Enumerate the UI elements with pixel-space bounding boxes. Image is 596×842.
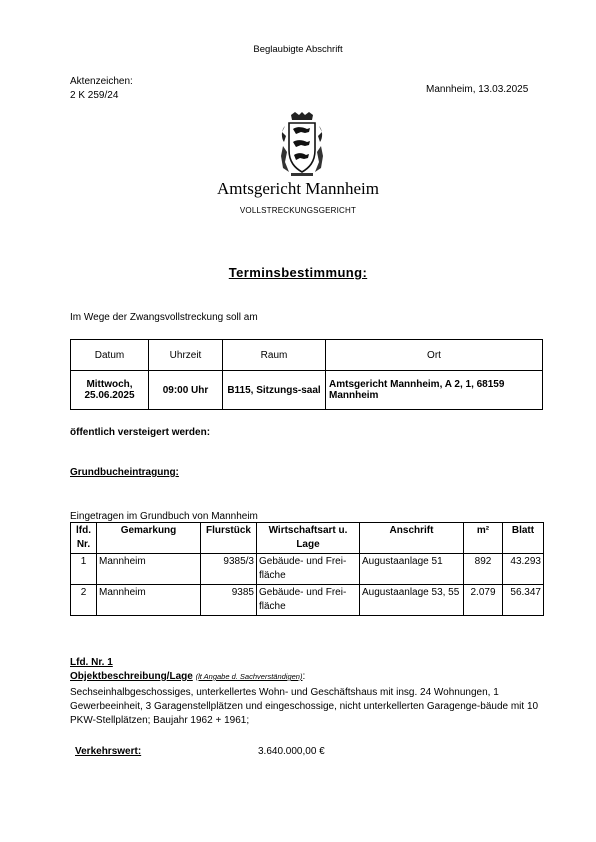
aktenzeichen-value: 2 K 259/24 bbox=[70, 90, 119, 101]
lfd-nr-heading: Lfd. Nr. 1 bbox=[70, 657, 113, 668]
table-row bbox=[71, 585, 544, 616]
header-lfd: lfd. Nr. bbox=[71, 523, 97, 554]
objekt-heading bbox=[70, 671, 305, 682]
termin-raum: B115, Sitzungs-saal bbox=[223, 371, 326, 410]
objekt-heading-label: Objektbeschreibung/Lage bbox=[70, 671, 193, 682]
termin-header-datum: Datum bbox=[71, 340, 149, 371]
intro-text: Im Wege der Zwangsvollstreckung soll am bbox=[70, 312, 258, 323]
cell-wirtschaftsart: Gebäude- und Frei-fläche bbox=[257, 554, 360, 585]
termin-ort: Amtsgericht Mannheim, A 2, 1, 68159 Mannheim bbox=[326, 371, 543, 410]
court-subtitle: VOLLSTRECKUNGSGERICHT bbox=[239, 206, 357, 215]
termin-value-row bbox=[71, 371, 543, 410]
header-wirtschaftsart: Wirtschaftsart u. Lage bbox=[257, 523, 360, 554]
cell-flurstueck: 9385 bbox=[201, 585, 257, 616]
header-gemarkung: Gemarkung bbox=[97, 523, 201, 554]
cell-lfd: 2 bbox=[71, 585, 97, 616]
objekt-heading-colon: : bbox=[302, 671, 306, 682]
termin-header-ort: Ort bbox=[326, 340, 543, 371]
termin-header-row bbox=[71, 340, 543, 371]
table-row bbox=[71, 554, 544, 585]
court-name: Amtsgericht Mannheim bbox=[217, 179, 379, 198]
cell-blatt: 56.347 bbox=[503, 585, 544, 616]
cell-blatt: 43.293 bbox=[503, 554, 544, 585]
auction-statement: öffentlich versteigert werden: bbox=[70, 427, 211, 438]
termin-header-raum: Raum bbox=[223, 340, 326, 371]
termin-header-uhrzeit: Uhrzeit bbox=[149, 340, 223, 371]
grundbuch-heading: Grundbucheintragung: bbox=[70, 467, 179, 478]
cell-m2: 2.079 bbox=[464, 585, 503, 616]
grundbuch-table bbox=[70, 522, 544, 616]
termin-datum: Mittwoch, 25.06.2025 bbox=[71, 371, 149, 410]
place-date: Mannheim, 13.03.2025 bbox=[426, 84, 529, 95]
cell-gemarkung: Mannheim bbox=[97, 585, 201, 616]
cell-flurstueck: 9385/3 bbox=[201, 554, 257, 585]
coat-of-arms-icon bbox=[279, 112, 325, 178]
grundbuch-header-row bbox=[71, 523, 544, 554]
aktenzeichen-label: Aktenzeichen: bbox=[70, 76, 133, 87]
verkehrswert-value: 3.640.000,00 € bbox=[258, 746, 325, 757]
document-header-title: Beglaubigte Abschrift bbox=[253, 44, 343, 55]
header-blatt: Blatt bbox=[503, 523, 544, 554]
header-flurstueck: Flurstück bbox=[201, 523, 257, 554]
cell-m2: 892 bbox=[464, 554, 503, 585]
termin-table bbox=[70, 339, 543, 410]
cell-anschrift: Augustaanlage 53, 55 bbox=[360, 585, 464, 616]
header-m2: m² bbox=[464, 523, 503, 554]
header-anschrift: Anschrift bbox=[360, 523, 464, 554]
cell-anschrift: Augustaanlage 51 bbox=[360, 554, 464, 585]
document-title: Terminsbestimmung: bbox=[228, 265, 368, 280]
termin-uhrzeit: 09:00 Uhr bbox=[149, 371, 223, 410]
grundbuch-intro: Eingetragen im Grundbuch von Mannheim bbox=[70, 511, 258, 522]
verkehrswert-label: Verkehrswert: bbox=[75, 746, 142, 757]
cell-gemarkung: Mannheim bbox=[97, 554, 201, 585]
cell-wirtschaftsart: Gebäude- und Frei-fläche bbox=[257, 585, 360, 616]
objekt-description: Sechseinhalbgeschossiges, unterkellertes Wohn- und Geschäftshaus mit insg. 24 Wohnungen, 1 Gewerbeeinheit, 3 Garagenstellplätzen und eingeschossige, nicht unterkellerten Garagenge-bäude mit 10 PKW-Stellplätzen; Baujahr 1962 + 1961; bbox=[70, 687, 539, 726]
cell-lfd: 1 bbox=[71, 554, 97, 585]
objekt-heading-note: (lt Angabe d. Sachverständigen) bbox=[195, 672, 303, 681]
